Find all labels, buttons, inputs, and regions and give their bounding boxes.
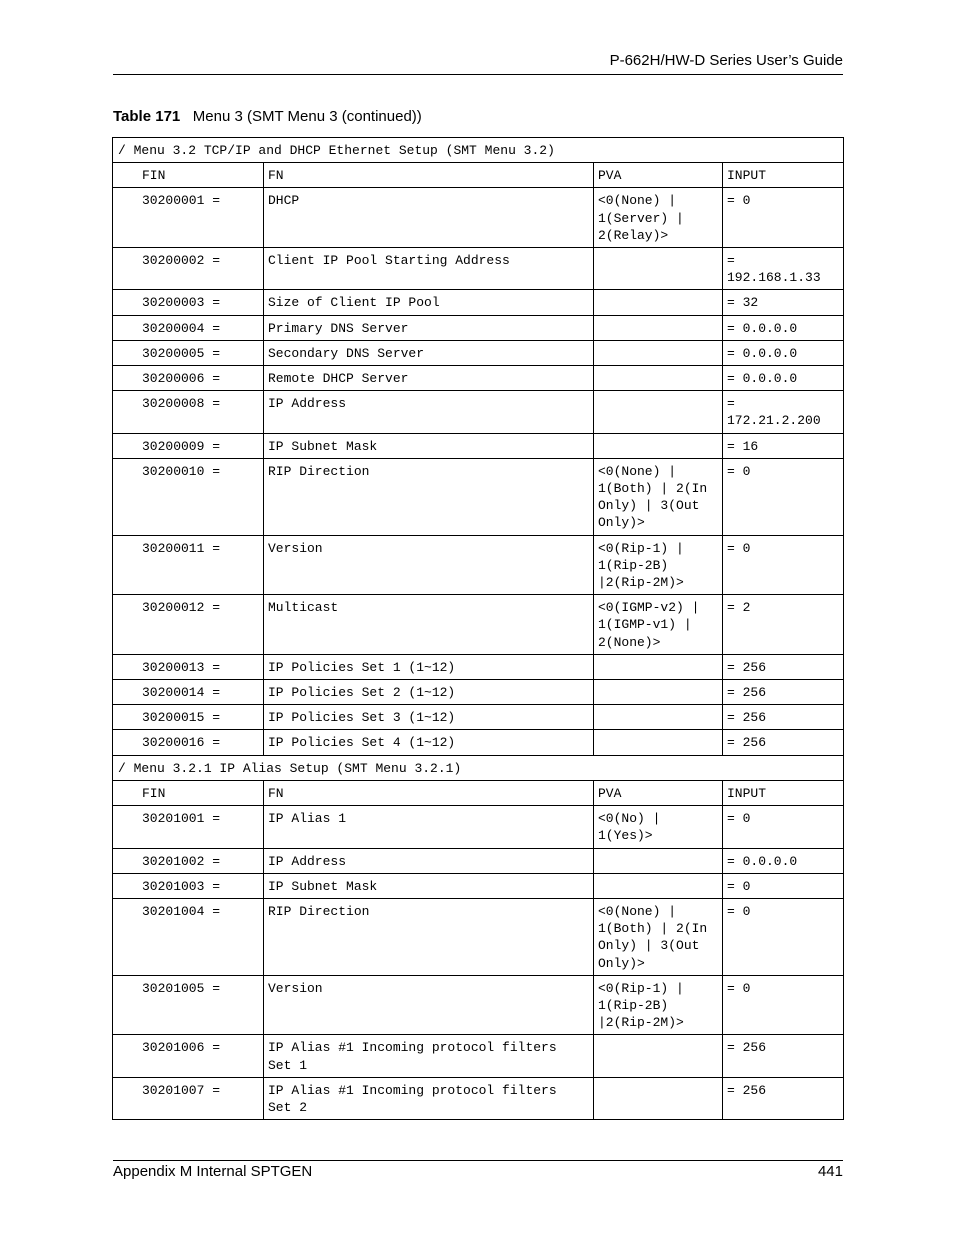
table-cell-fin: 30200016 = (113, 730, 264, 755)
table-cell-pva (594, 1035, 723, 1077)
table-cell-fin: 30200010 = (113, 458, 264, 535)
table-cell-input: = 0 (723, 873, 844, 898)
table-row (113, 975, 844, 1035)
table-cell-fn: IP Policies Set 1 (1~12) (264, 654, 594, 679)
table-row (113, 535, 844, 595)
table-cell-input: = 0 (723, 806, 844, 848)
table-cell-pva (594, 848, 723, 873)
table-cell-fin: 30200008 = (113, 391, 264, 433)
table-row (113, 595, 844, 655)
table-cell-input: = 0 (723, 535, 844, 595)
table-cell-fn: Multicast (264, 595, 594, 655)
table-cell-fin: 30200009 = (113, 433, 264, 458)
table-cell-fn: RIP Direction (264, 898, 594, 975)
table-cell-fn: Secondary DNS Server (264, 340, 594, 365)
table-row (113, 730, 844, 755)
table-cell-input: = 0 (723, 458, 844, 535)
table-cell-input: = 256 (723, 680, 844, 705)
table-cell-pva (594, 654, 723, 679)
table-cell-input: = 16 (723, 433, 844, 458)
table-cell-input: = 256 (723, 730, 844, 755)
table-row (113, 1035, 844, 1077)
table-cell-fin: 30201005 = (113, 975, 264, 1035)
table-cell-pva (594, 248, 723, 290)
table-cell-fin: 30200006 = (113, 366, 264, 391)
table-cell-pva (594, 730, 723, 755)
table-cell-pva (594, 315, 723, 340)
table-cell-input: = 32 (723, 290, 844, 315)
table-cell-fn: Remote DHCP Server (264, 366, 594, 391)
table-row (113, 340, 844, 365)
column-header: PVA (594, 163, 723, 188)
table-row (113, 654, 844, 679)
table-row (113, 248, 844, 290)
document-title: P-662H/HW-D Series User’s Guide (609, 52, 843, 69)
page-footer (113, 1160, 843, 1180)
table-cell-fn: DHCP (264, 188, 594, 248)
table-cell-fin: 30200011 = (113, 535, 264, 595)
table-cell-pva (594, 391, 723, 433)
column-header: INPUT (723, 780, 844, 805)
table-cell-input: = 0.0.0.0 (723, 315, 844, 340)
table-cell-fin: 30200015 = (113, 705, 264, 730)
table-row (113, 873, 844, 898)
table-cell-fin: 30200001 = (113, 188, 264, 248)
column-header-row (113, 163, 844, 188)
table-row (113, 366, 844, 391)
table-cell-fn: IP Alias 1 (264, 806, 594, 848)
table-cell-fin: 30200002 = (113, 248, 264, 290)
table-cell-fin: 30201006 = (113, 1035, 264, 1077)
table-cell-pva: <0(IGMP-v2) | 1(IGMP-v1) | 2(None)> (594, 595, 723, 655)
table-row (113, 458, 844, 535)
column-header: PVA (594, 780, 723, 805)
section-title-row (113, 755, 844, 780)
table-cell-input: = 172.21.2.200 (723, 391, 844, 433)
table-cell-input: = 256 (723, 705, 844, 730)
table-cell-pva (594, 705, 723, 730)
table-row (113, 680, 844, 705)
column-header: FN (264, 780, 594, 805)
table-cell-fin: 30200012 = (113, 595, 264, 655)
table-cell-fn: Client IP Pool Starting Address (264, 248, 594, 290)
table-cell-fin: 30200013 = (113, 654, 264, 679)
table-row (113, 705, 844, 730)
table-cell-pva (594, 873, 723, 898)
column-header: FIN (113, 780, 264, 805)
table-cell-pva (594, 680, 723, 705)
section-title: / Menu 3.2 TCP/IP and DHCP Ethernet Setup (SMT Menu 3.2) (113, 138, 844, 163)
table-cell-fin: 30200014 = (113, 680, 264, 705)
section-title-row (113, 138, 844, 163)
column-header: FIN (113, 163, 264, 188)
column-header: FN (264, 163, 594, 188)
table-row (113, 898, 844, 975)
table-cell-fin: 30200005 = (113, 340, 264, 365)
table-cell-input: = 256 (723, 654, 844, 679)
table-cell-fn: IP Address (264, 848, 594, 873)
table-cell-fn: IP Policies Set 2 (1~12) (264, 680, 594, 705)
table-cell-pva: <0(Rip-1) | 1(Rip-2B) |2(Rip-2M)> (594, 975, 723, 1035)
table-cell-input: = 256 (723, 1077, 844, 1119)
table-cell-fin: 30201002 = (113, 848, 264, 873)
page-header (113, 50, 843, 75)
table-cell-pva: <0(None) | 1(Both) | 2(In Only) | 3(Out Only)> (594, 458, 723, 535)
table-cell-input: = 0 (723, 898, 844, 975)
table-cell-fn: Version (264, 975, 594, 1035)
table-cell-fn: IP Address (264, 391, 594, 433)
table-cell-pva: <0(None) | 1(Server) | 2(Relay)> (594, 188, 723, 248)
table-cell-input: = 0.0.0.0 (723, 340, 844, 365)
table-cell-fn: IP Policies Set 4 (1~12) (264, 730, 594, 755)
table-row (113, 806, 844, 848)
column-header-row (113, 780, 844, 805)
table-cell-fin: 30201007 = (113, 1077, 264, 1119)
table-cell-pva: <0(No) | 1(Yes)> (594, 806, 723, 848)
table-cell-input: = 192.168.1.33 (723, 248, 844, 290)
table-row (113, 848, 844, 873)
table-cell-pva (594, 433, 723, 458)
table-row (113, 315, 844, 340)
page-number: 441 (817, 1163, 843, 1180)
table-cell-fn: IP Alias #1 Incoming protocol filters Set 1 (264, 1035, 594, 1077)
table-cell-fn: IP Subnet Mask (264, 433, 594, 458)
table-cell-input: = 0.0.0.0 (723, 366, 844, 391)
table-row (113, 1077, 844, 1119)
table-cell-pva (594, 1077, 723, 1119)
footer-section-title: Appendix M Internal SPTGEN (113, 1163, 313, 1180)
table-cell-fn: RIP Direction (264, 458, 594, 535)
table-cell-input: = 256 (723, 1035, 844, 1077)
table-cell-pva: <0(None) | 1(Both) | 2(In Only) | 3(Out Only)> (594, 898, 723, 975)
table-row (113, 433, 844, 458)
table-cell-fin: 30201004 = (113, 898, 264, 975)
table-cell-fn: IP Subnet Mask (264, 873, 594, 898)
table-cell-input: = 2 (723, 595, 844, 655)
table-caption (113, 108, 422, 125)
table-caption-text: Menu 3 (SMT Menu 3 (continued)) (192, 108, 422, 125)
table-cell-fin: 30201003 = (113, 873, 264, 898)
table-cell-fn: Primary DNS Server (264, 315, 594, 340)
table-cell-fin: 30200004 = (113, 315, 264, 340)
table-cell-fn: Version (264, 535, 594, 595)
table-cell-input: = 0 (723, 188, 844, 248)
table-cell-pva: <0(Rip-1) | 1(Rip-2B) |2(Rip-2M)> (594, 535, 723, 595)
table-cell-input: = 0.0.0.0 (723, 848, 844, 873)
table-cell-pva (594, 366, 723, 391)
table-caption-label: Table 171 (113, 108, 181, 125)
table-cell-fin: 30200003 = (113, 290, 264, 315)
section-title: / Menu 3.2.1 IP Alias Setup (SMT Menu 3.2.1) (113, 755, 844, 780)
table-cell-pva (594, 340, 723, 365)
table-cell-pva (594, 290, 723, 315)
table-cell-fn: IP Policies Set 3 (1~12) (264, 705, 594, 730)
table-cell-fn: Size of Client IP Pool (264, 290, 594, 315)
table-row (113, 290, 844, 315)
table-cell-fin: 30201001 = (113, 806, 264, 848)
table-cell-fn: IP Alias #1 Incoming protocol filters Set 2 (264, 1077, 594, 1119)
table-row (113, 391, 844, 433)
column-header: INPUT (723, 163, 844, 188)
settings-table (112, 137, 843, 1120)
table-row (113, 188, 844, 248)
table-cell-input: = 0 (723, 975, 844, 1035)
